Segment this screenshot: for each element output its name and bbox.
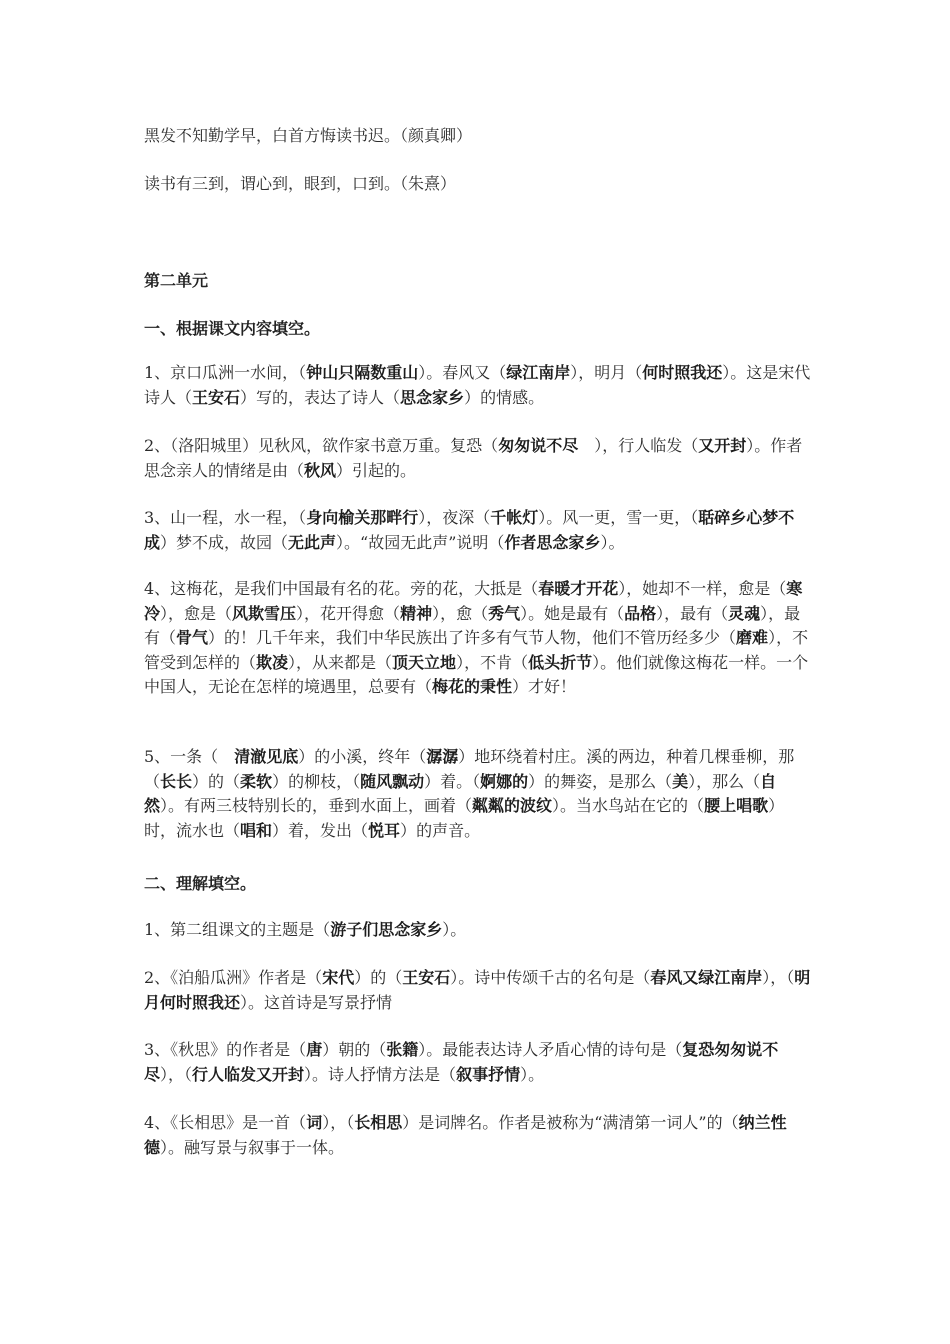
answer-text: 宋代 [322, 968, 355, 987]
quote-line: 黑发不知勤学早，白首方悔读书迟。（颜真卿） [144, 126, 473, 145]
answer-text: 欺凌 [256, 652, 289, 672]
prompt-text: ）引起的。 [336, 460, 417, 480]
prompt-text: 4、这梅花，是我们中国最有名的花。旁的花，大抵是（ [144, 579, 539, 598]
prompt-text: 3、山一程，水一程，（ [144, 508, 307, 527]
prompt-text: ），最有（ [144, 603, 801, 648]
answer-text: 身向榆关那畔行 [306, 508, 419, 527]
prompt-text: ）是词牌名。作者是被称为“满清第一词人”的（ [402, 1113, 739, 1132]
prompt-text: ）。他们就像这梅花一样。一个中国人，无论在怎样的境遇里，总要有（ [144, 652, 809, 697]
answer-text: 磨难 [736, 628, 769, 648]
prompt-text: ）。 [520, 1064, 545, 1084]
answer-text: 秀气 [488, 603, 521, 623]
prompt-text: 5、一条（ [144, 747, 235, 766]
prompt-text: ）。诗人抒情方法是（ [304, 1064, 457, 1084]
prompt-text: ）的小溪，终年（ [298, 747, 427, 766]
answer-text: 随风飘动 [360, 771, 425, 791]
answer-text: 潺潺 [426, 747, 459, 766]
answer-text: 匆匆说不尽 [498, 436, 579, 455]
fill-in-item [144, 434, 816, 483]
prompt-text: ）着，发出（ [272, 820, 369, 840]
fill-in-item [144, 506, 816, 555]
section-title: 二、理解填空。 [144, 874, 257, 893]
prompt-text: ）的柳枝，（ [272, 771, 361, 791]
fill-in-item [144, 966, 816, 1015]
prompt-text: ），不管受到怎样的（ [144, 628, 809, 672]
answer-text: 秋风 [304, 460, 337, 480]
prompt-text: ），夜深（ [418, 508, 491, 527]
fill-in-item [144, 745, 816, 843]
fill-in-item [144, 918, 816, 943]
prompt-text: ）。这是宋代诗人（ [144, 363, 811, 407]
prompt-text: ）梦不成，故园（ [160, 532, 289, 552]
answer-text: 作者思念家乡 [504, 532, 601, 552]
answer-text: 唱和 [240, 820, 273, 840]
prompt-text: 4、《长相思》是一首（ [144, 1113, 307, 1132]
prompt-text: ）的声音。 [400, 820, 481, 840]
prompt-text: ），最有（ [656, 603, 729, 623]
answer-text: 粼粼的波纹 [472, 796, 553, 816]
prompt-text: ）。有两三枝特别长的，垂到水面上，画着（ [160, 796, 473, 816]
prompt-text: ）的！几千年来，我们中华民族出了许多有气节人物，他们不管历经多少（ [208, 628, 737, 648]
prompt-text: ），明月（ [570, 363, 643, 382]
answer-text: 明月何时照我还 [144, 968, 811, 1012]
prompt-text: ），从来都是（ [288, 652, 393, 672]
answer-text: 自然 [144, 771, 777, 816]
prompt-text: ）时，流水也（ [144, 796, 785, 840]
prompt-text: ），花开得愈（ [296, 603, 401, 623]
prompt-text: ）着。（ [424, 771, 481, 791]
answer-text: 风欺雪压 [232, 603, 297, 623]
prompt-text: ）。她是最有（ [520, 603, 625, 623]
prompt-text: ）。这首诗是写景抒情 [240, 992, 393, 1012]
prompt-text: ），愈（ [432, 603, 489, 623]
prompt-text: ）。诗中传颂千古的名句是（ [450, 968, 651, 987]
answer-text: 千帐灯 [490, 508, 539, 527]
answer-text: 又开封 [698, 436, 747, 455]
prompt-text: ）。 [600, 532, 625, 552]
prompt-text: ）才好！ [512, 677, 577, 697]
prompt-text: ）的情感。 [464, 387, 545, 407]
answer-text: 张籍 [386, 1040, 419, 1059]
prompt-text: ），（ [762, 968, 795, 987]
answer-text: 无此声 [288, 532, 337, 552]
answer-text: 长长 [160, 771, 193, 791]
answer-text: 寒冷 [144, 579, 803, 623]
prompt-text: ）。风一更，雪一更，（ [538, 508, 699, 527]
answer-text: 悦耳 [368, 820, 401, 840]
answer-text: 叙事抒情 [456, 1064, 521, 1084]
prompt-text: 3、《秋思》的作者是（ [144, 1040, 307, 1059]
answer-text: 王安石 [402, 968, 451, 987]
answer-text: 游子们思念家乡 [330, 920, 443, 939]
prompt-text: ）。作者思念亲人的情绪是由（ [144, 436, 803, 480]
answer-text: 精神 [400, 603, 433, 623]
prompt-text: ），愈是（ [160, 603, 233, 623]
answer-text: 梅花的秉性 [432, 677, 513, 697]
answer-text: 词 [306, 1113, 323, 1132]
answer-text: 长相思 [354, 1113, 403, 1132]
fill-in-item [144, 361, 816, 410]
fill-in-item [144, 1111, 816, 1160]
prompt-text: ），不肯（ [456, 652, 529, 672]
fill-in-item [144, 577, 816, 700]
answer-text: 王安石 [192, 387, 241, 407]
prompt-text: ），（ [160, 1064, 193, 1084]
answer-text: 纳兰性德 [144, 1113, 787, 1157]
prompt-text: ）的（ [192, 771, 241, 791]
answer-text: 思念家乡 [400, 387, 465, 407]
prompt-text: ）朝的（ [322, 1040, 387, 1059]
answer-text: 骨气 [176, 628, 209, 648]
prompt-text: ）。融写景与叙事于一体。 [160, 1137, 345, 1157]
prompt-text: 1、京口瓜洲一水间，（ [144, 363, 307, 382]
prompt-text: 1、第二组课文的主题是（ [144, 920, 331, 939]
fill-in-item [144, 1038, 816, 1087]
answer-text: 婀娜的 [480, 771, 529, 791]
answer-text: 唐 [306, 1040, 323, 1059]
answer-text: 行人临发又开封 [192, 1064, 305, 1084]
quote-line: 读书有三到，谓心到，眼到，口到。（朱熹） [144, 174, 457, 193]
answer-text: 春暖才开花 [538, 579, 619, 598]
answer-text: 美 [672, 771, 689, 791]
answer-text: 绿江南岸 [506, 363, 571, 382]
answer-text: 顶天立地 [392, 652, 457, 672]
prompt-text: ），行人临发（ [578, 436, 699, 455]
prompt-text: ）地环绕着村庄。溪的两边，种着几棵垂柳，那（ [144, 747, 795, 791]
answer-text: 聒碎乡心梦不成 [144, 508, 795, 552]
answer-text: 低头折节 [528, 652, 593, 672]
answer-text: 何时照我还 [642, 363, 723, 382]
prompt-text: ）。 [442, 920, 467, 939]
answer-text: 腰上唱歌 [704, 796, 769, 816]
prompt-text: ）写的，表达了诗人（ [240, 387, 401, 407]
answer-text: 复恐匆匆说不尽 [144, 1040, 779, 1084]
prompt-text: ）。当水鸟站在它的（ [552, 796, 705, 816]
prompt-text: ）的（ [354, 968, 403, 987]
answer-text: 钟山只隔数重山 [306, 363, 419, 382]
answer-text: 清澈见底 [234, 747, 299, 766]
answer-text: 柔软 [240, 771, 273, 791]
prompt-text: ）。“故园无此声”说明（ [336, 532, 505, 552]
answer-text: 春风又绿江南岸 [650, 968, 763, 987]
prompt-text: 2、（洛阳城里）见秋风，欲作家书意万重。复恐（ [144, 436, 499, 455]
unit-title: 第二单元 [144, 271, 209, 290]
prompt-text: ），（ [322, 1113, 355, 1132]
prompt-text: ）的舞姿，是那么（ [528, 771, 673, 791]
prompt-text: ），那么（ [688, 771, 761, 791]
prompt-text: ），她却不一样，愈是（ [618, 579, 787, 598]
answer-text: 灵魂 [728, 603, 761, 623]
section-title: 一、根据课文内容填空。 [144, 319, 321, 338]
prompt-text: ）。春风又（ [418, 363, 507, 382]
prompt-text: 2、《泊船瓜洲》作者是（ [144, 968, 323, 987]
prompt-text: ）。最能表达诗人矛盾心情的诗句是（ [418, 1040, 683, 1059]
answer-text: 品格 [624, 603, 657, 623]
